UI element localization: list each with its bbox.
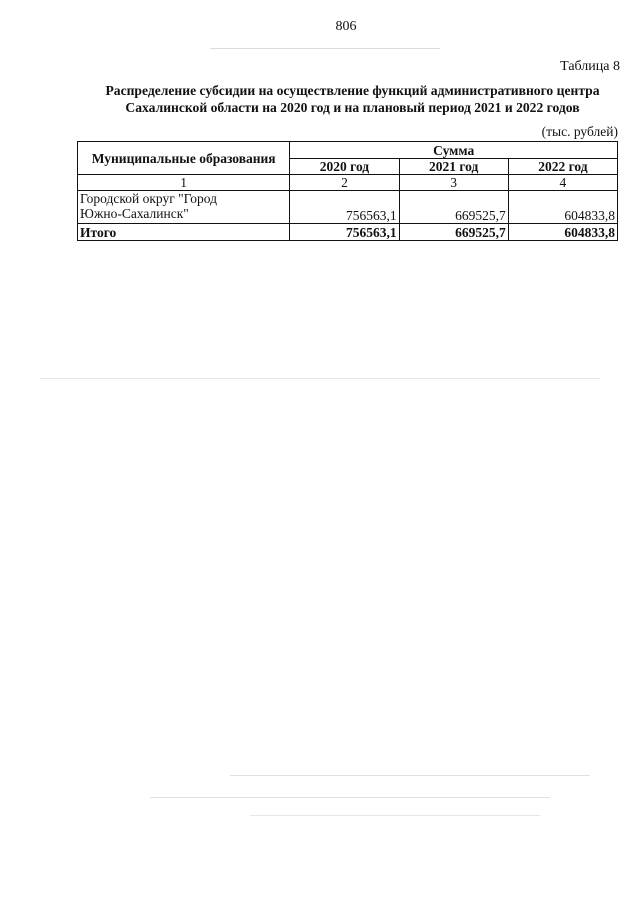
total-value-2020: 756563,1 bbox=[290, 224, 399, 241]
total-value-2022: 604833,8 bbox=[508, 224, 617, 241]
column-number: 1 bbox=[78, 175, 290, 191]
total-row bbox=[78, 224, 618, 241]
units-label: (тыс. рублей) bbox=[541, 124, 618, 139]
column-number: 4 bbox=[508, 175, 617, 191]
scan-artifact bbox=[40, 378, 600, 379]
document-title-line-1: Распределение субсидии на осуществление функций административного центра bbox=[105, 83, 600, 98]
table-header-row bbox=[78, 142, 618, 159]
scan-artifact bbox=[230, 775, 590, 776]
header-year-2021: 2021 год bbox=[399, 159, 508, 175]
municipality-name bbox=[78, 191, 290, 224]
municipality-name-line-1: Городской округ "Город bbox=[80, 191, 217, 206]
municipality-name-line-2: Южно-Сахалинск" bbox=[80, 206, 189, 221]
table-label: Таблица 8 bbox=[560, 59, 620, 74]
header-municipality: Муниципальные образования bbox=[78, 142, 290, 175]
header-year-2020: 2020 год bbox=[290, 159, 399, 175]
subsidy-table bbox=[77, 141, 618, 241]
total-label: Итого bbox=[78, 224, 290, 241]
value-2020: 756563,1 bbox=[290, 191, 399, 224]
scan-artifact bbox=[210, 48, 440, 49]
column-number-row bbox=[78, 175, 618, 191]
table-row bbox=[78, 191, 618, 224]
header-year-2022: 2022 год bbox=[508, 159, 617, 175]
document-title bbox=[80, 82, 625, 116]
header-sum: Сумма bbox=[290, 142, 618, 159]
value-2021: 669525,7 bbox=[399, 191, 508, 224]
total-value-2021: 669525,7 bbox=[399, 224, 508, 241]
scan-artifact bbox=[250, 815, 540, 816]
column-number: 3 bbox=[399, 175, 508, 191]
document-title-line-2: Сахалинской области на 2020 год и на плановый период 2021 и 2022 годов bbox=[125, 100, 580, 115]
value-2022: 604833,8 bbox=[508, 191, 617, 224]
column-number: 2 bbox=[290, 175, 399, 191]
scan-artifact bbox=[150, 797, 550, 798]
page-number: 806 bbox=[335, 19, 357, 34]
